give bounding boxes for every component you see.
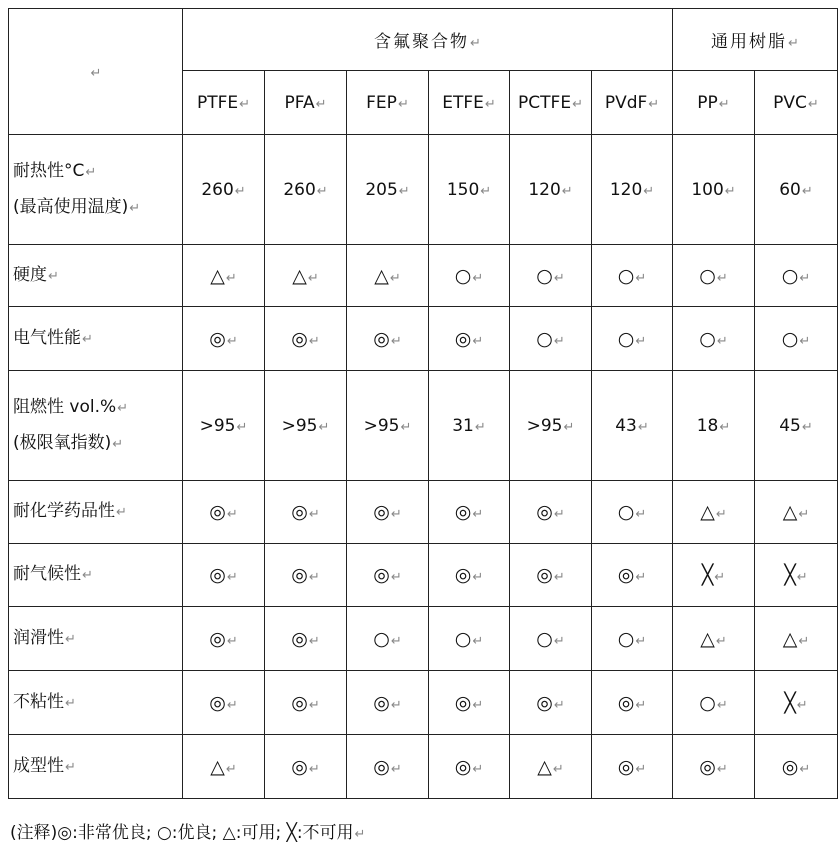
table-cell: △↵ <box>347 245 429 307</box>
column-header-pfa: PFA↵ <box>265 71 347 135</box>
properties-table <box>8 8 838 799</box>
table-row <box>9 245 838 307</box>
table-cell: ○↵ <box>429 245 510 307</box>
table-cell: ◎↵ <box>183 481 265 544</box>
table-cell: 120↵ <box>592 135 673 245</box>
column-header-pvc: PVC↵ <box>755 71 838 135</box>
table-cell: ○↵ <box>592 481 673 544</box>
table-row <box>9 607 838 671</box>
corner-cell: ↵ <box>9 9 183 135</box>
row-label-line: 耐热性°C↵ <box>13 160 97 181</box>
row-label <box>9 671 183 735</box>
table-cell: ◎↵ <box>429 544 510 607</box>
table-cell: ◎↵ <box>429 481 510 544</box>
group-header-row <box>9 9 838 71</box>
table-row <box>9 135 838 245</box>
table-cell: ○↵ <box>510 245 592 307</box>
table-cell: ○↵ <box>592 245 673 307</box>
table-cell: ○↵ <box>673 245 755 307</box>
table-cell: ◎↵ <box>510 481 592 544</box>
table-row <box>9 735 838 799</box>
column-header-etfe: ETFE↵ <box>429 71 510 135</box>
table-cell: ○↵ <box>592 607 673 671</box>
table-cell: ◎↵ <box>347 544 429 607</box>
row-label-line: 耐化学药品性↵ <box>13 501 127 521</box>
table-cell: ◎↵ <box>265 544 347 607</box>
table-cell: ◎↵ <box>265 671 347 735</box>
table-cell: 260↵ <box>183 135 265 245</box>
table-cell: 150↵ <box>429 135 510 245</box>
table-row <box>9 671 838 735</box>
table-cell: ○↵ <box>347 607 429 671</box>
table-cell: ◎↵ <box>347 735 429 799</box>
row-label-line: 耐气候性↵ <box>13 564 93 584</box>
table-cell: △↵ <box>265 245 347 307</box>
table-cell: △↵ <box>755 481 838 544</box>
table-cell: 18↵ <box>673 371 755 481</box>
table-cell: 60↵ <box>755 135 838 245</box>
row-label <box>9 481 183 544</box>
table-cell: ◎↵ <box>265 735 347 799</box>
table-cell: ◎↵ <box>592 544 673 607</box>
row-label <box>9 307 183 371</box>
table-cell: >95↵ <box>510 371 592 481</box>
table-cell: ◎↵ <box>347 671 429 735</box>
table-cell: ○↵ <box>755 245 838 307</box>
table-cell: ◎↵ <box>592 735 673 799</box>
table-cell: ◎↵ <box>183 544 265 607</box>
table-cell: ○↵ <box>510 607 592 671</box>
table-cell: ◎↵ <box>347 481 429 544</box>
table-cell: 31↵ <box>429 371 510 481</box>
table-cell: ○↵ <box>592 307 673 371</box>
row-label-line: (最高使用温度)↵ <box>13 196 141 217</box>
table-cell: ◎↵ <box>265 607 347 671</box>
table-cell: 205↵ <box>347 135 429 245</box>
row-label-line: 阻燃性 vol.%↵ <box>13 396 129 417</box>
table-cell: ◎↵ <box>183 607 265 671</box>
row-label <box>9 735 183 799</box>
column-header-ptfe: PTFE↵ <box>183 71 265 135</box>
table-cell: △↵ <box>673 607 755 671</box>
table-cell: ○↵ <box>429 607 510 671</box>
table-cell: ◎↵ <box>510 544 592 607</box>
table-cell: ◎↵ <box>510 671 592 735</box>
table-cell: ╳↵ <box>755 671 838 735</box>
row-label-line: 硬度↵ <box>13 264 59 285</box>
table-cell: 43↵ <box>592 371 673 481</box>
table-cell: ◎↵ <box>183 671 265 735</box>
table-cell: △↵ <box>673 481 755 544</box>
table-cell: ◎↵ <box>429 735 510 799</box>
table-cell: ○↵ <box>673 307 755 371</box>
row-label <box>9 544 183 607</box>
table-cell: ◎↵ <box>347 307 429 371</box>
group-header-fluoropolymer: 含氟聚合物↵ <box>183 9 673 71</box>
table-cell: ╳↵ <box>755 544 838 607</box>
table-cell: ◎↵ <box>755 735 838 799</box>
table-cell: >95↵ <box>183 371 265 481</box>
table-cell: ○↵ <box>510 307 592 371</box>
row-label <box>9 135 183 245</box>
table-cell: △↵ <box>755 607 838 671</box>
row-label-line: 润滑性↵ <box>13 627 76 648</box>
table-cell: △↵ <box>183 735 265 799</box>
table-row <box>9 481 838 544</box>
table-cell: ○↵ <box>755 307 838 371</box>
table-cell: >95↵ <box>347 371 429 481</box>
table-cell: ◎↵ <box>429 671 510 735</box>
table-cell: ○↵ <box>673 671 755 735</box>
table-cell: ◎↵ <box>429 307 510 371</box>
table-cell: ◎↵ <box>265 481 347 544</box>
table-cell: 120↵ <box>510 135 592 245</box>
row-label <box>9 245 183 307</box>
row-label <box>9 607 183 671</box>
table-cell: >95↵ <box>265 371 347 481</box>
table-cell: ◎↵ <box>673 735 755 799</box>
table-cell: 100↵ <box>673 135 755 245</box>
table-cell: ◎↵ <box>592 671 673 735</box>
row-label-line: 电气性能↵ <box>13 327 93 348</box>
table-cell: 260↵ <box>265 135 347 245</box>
column-header-pvdf: PVdF↵ <box>592 71 673 135</box>
column-header-pp: PP↵ <box>673 71 755 135</box>
table-cell: ╳↵ <box>673 544 755 607</box>
row-label-line: 不粘性↵ <box>13 691 76 712</box>
column-header-pctfe: PCTFE↵ <box>510 71 592 135</box>
row-label-line: (极限氧指数)↵ <box>13 432 124 453</box>
row-label <box>9 371 183 481</box>
column-header-fep: FEP↵ <box>347 71 429 135</box>
table-cell: ◎↵ <box>265 307 347 371</box>
table-cell: ◎↵ <box>183 307 265 371</box>
table-body <box>9 135 838 799</box>
table-cell: △↵ <box>510 735 592 799</box>
table-row <box>9 371 838 481</box>
row-label-line: 成型性↵ <box>13 755 76 776</box>
legend-note: (注释)◎:非常优良; ○:优良; △:可用; ╳:不可用↵ <box>10 823 366 843</box>
group-header-general-resin: 通用树脂↵ <box>673 9 838 71</box>
table-row <box>9 307 838 371</box>
table-cell: △↵ <box>183 245 265 307</box>
table-cell: 45↵ <box>755 371 838 481</box>
table-row <box>9 544 838 607</box>
